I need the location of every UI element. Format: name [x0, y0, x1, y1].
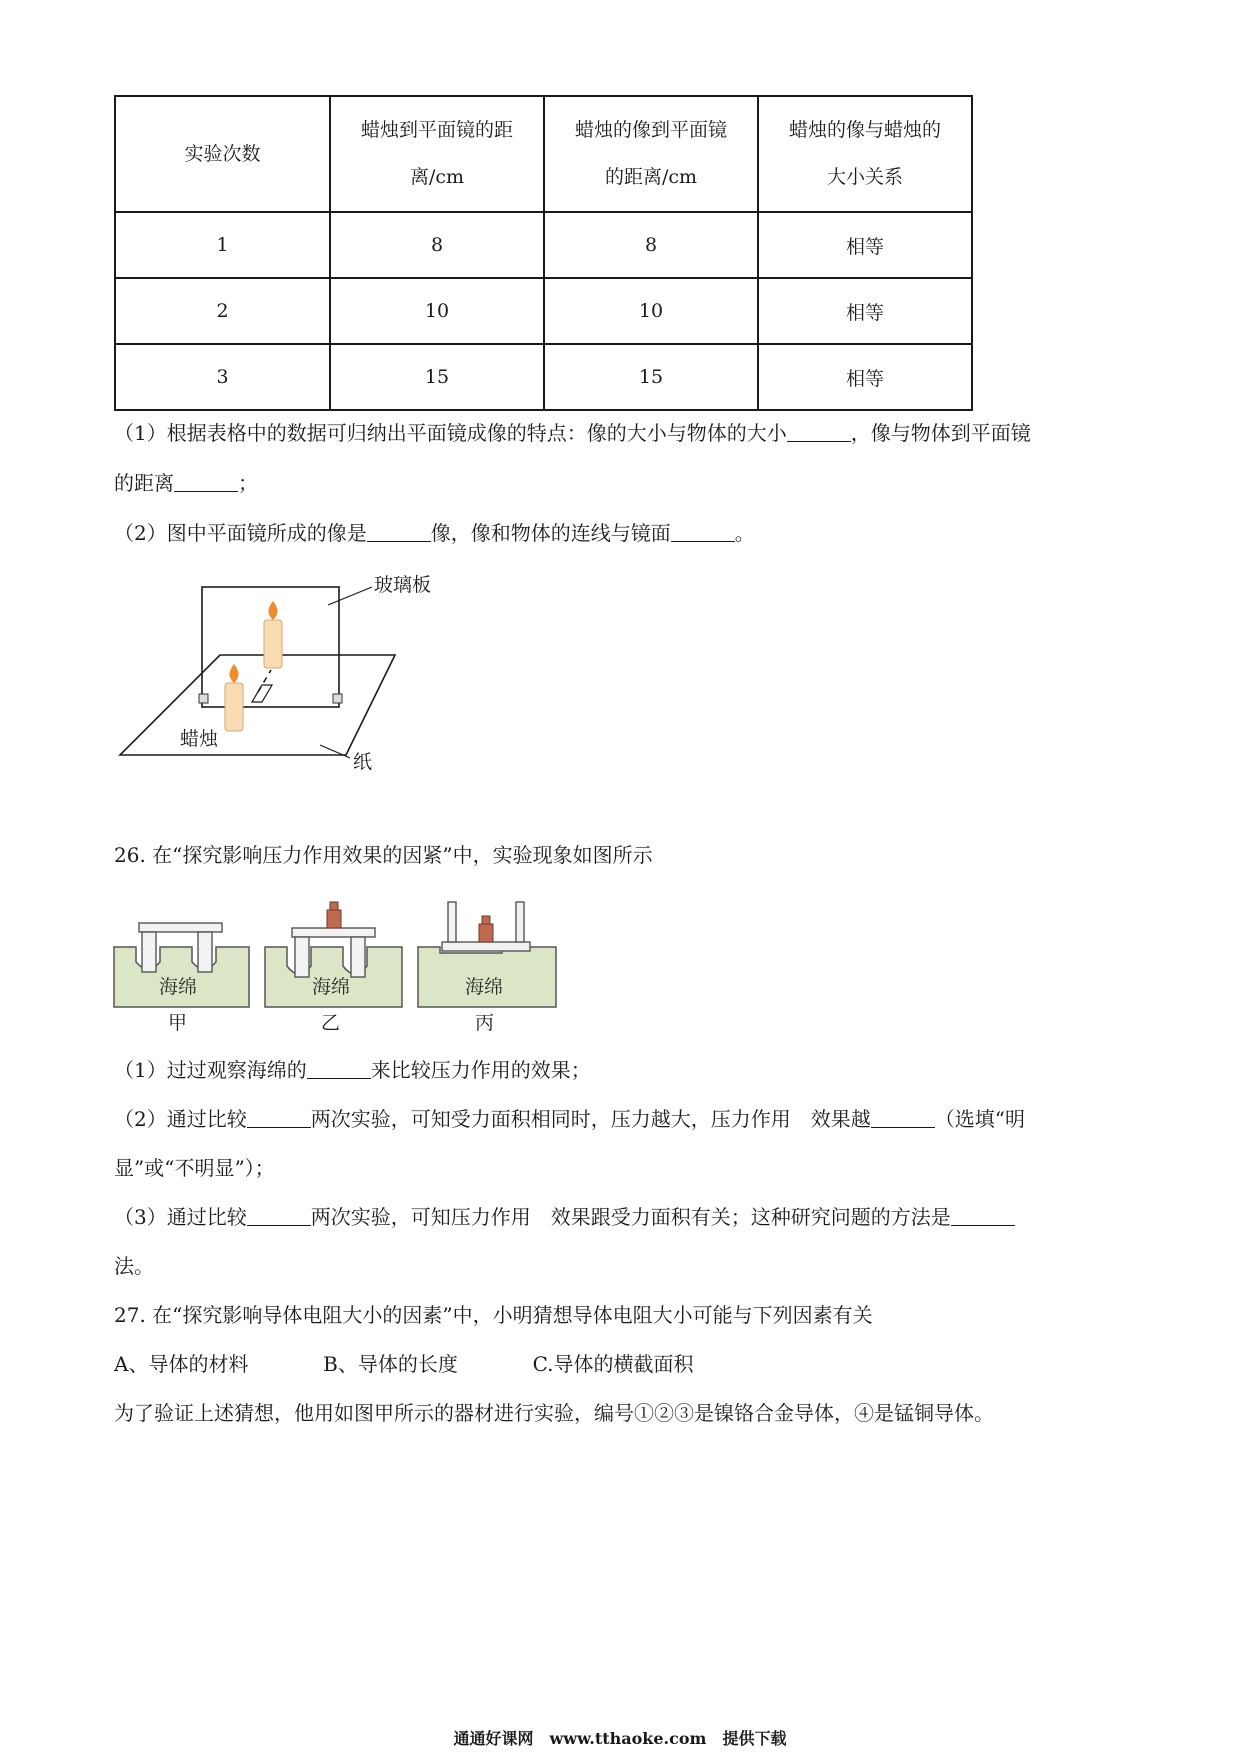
- table-row: [115, 344, 972, 410]
- q27-title: 27. 在“探究影响导体电阻大小的因素”中，小明猜想导体电阻大小可能与下列因素有关: [114, 1303, 873, 1327]
- table-row: [115, 212, 972, 278]
- q26-text: 来比较压力作用的效果；: [370, 1058, 591, 1082]
- weight-knob: [482, 916, 490, 924]
- table-top: [139, 923, 222, 932]
- marker-rect: [252, 685, 272, 702]
- table-leg: [351, 937, 365, 977]
- table-cell: 1: [115, 212, 330, 278]
- q26-text: 两次实验，可知压力作用 效果跟受力面积有关；这种研究问题的方法是: [310, 1205, 951, 1229]
- q25-text: （1）根据表格中的数据可归纳出平面镜成像的特点：像的大小与物体的大小: [114, 421, 787, 445]
- table-cell: 10: [330, 278, 544, 344]
- answer-blank[interactable]: [367, 523, 431, 542]
- header-text: 蜡烛的像与蜡烛的: [788, 119, 941, 141]
- q26-text: （2）通过比较: [114, 1107, 247, 1131]
- flame-icon: [268, 601, 277, 620]
- caption-yi: 乙: [321, 1012, 341, 1034]
- caption-jia: 甲: [168, 1012, 188, 1034]
- q26-text: 两次实验，可知受力面积相同时，压力越大，压力作用 效果越: [310, 1107, 871, 1131]
- sponge-experiment-figure: [112, 890, 562, 1040]
- table-leg: [448, 902, 456, 942]
- page-footer: 通通好课网 www.tthaoke.com 提供下载: [453, 1729, 787, 1748]
- table-header-cell: [330, 96, 544, 212]
- mirror-experiment-figure: [110, 575, 450, 775]
- q26-part3-line1: [114, 1204, 1015, 1230]
- weight-block: [327, 910, 341, 928]
- answer-blank[interactable]: [871, 1109, 935, 1128]
- table-leg: [142, 932, 156, 972]
- header-text: 大小关系: [826, 166, 903, 188]
- q25-text: 。: [734, 521, 755, 545]
- table-top: [442, 942, 530, 951]
- paper-label: 纸: [353, 751, 373, 773]
- sponge-label: 海绵: [465, 976, 504, 998]
- table-header-row: [115, 96, 972, 212]
- table-cell: 相等: [758, 344, 972, 410]
- option-b: B、导体的长度: [323, 1352, 458, 1376]
- header-text: 实验次数: [184, 142, 261, 165]
- leader-line: [328, 587, 372, 605]
- support-block: [199, 694, 208, 703]
- table-cell: 相等: [758, 212, 972, 278]
- q25-text: 像，像和物体的连线与镜面: [430, 521, 671, 545]
- table-row: [115, 278, 972, 344]
- answer-blank[interactable]: [787, 423, 851, 442]
- header-text: 的距离/cm: [604, 166, 698, 188]
- support-block: [333, 694, 342, 703]
- q27-options: [114, 1351, 694, 1377]
- table-top: [292, 928, 375, 937]
- answer-blank[interactable]: [247, 1109, 311, 1128]
- option-c: C.导体的横截面积: [532, 1352, 694, 1376]
- q25-text: （2）图中平面镜所成的像是: [114, 521, 367, 545]
- leader-line: [320, 745, 350, 758]
- table-cell: 2: [115, 278, 330, 344]
- header-text: 离/cm: [409, 166, 465, 188]
- paper-sheet: [120, 655, 395, 755]
- q25-text: 的距离: [114, 471, 174, 495]
- answer-blank[interactable]: [174, 473, 238, 492]
- sponge-setup-yi: [265, 902, 402, 1007]
- sponge-setup-jia: [114, 923, 249, 1007]
- glass-label: 玻璃板: [374, 575, 432, 596]
- answer-blank[interactable]: [951, 1207, 1015, 1226]
- q25-part2: [114, 520, 755, 546]
- q25-part1-line1: [114, 420, 1031, 446]
- caption-bing: 丙: [475, 1012, 495, 1034]
- option-a: A、导体的材料: [114, 1352, 249, 1376]
- table-cell: 10: [544, 278, 758, 344]
- experiment-table: [114, 95, 973, 411]
- q26-part2-line1: [114, 1106, 1025, 1132]
- sponge-label: 海绵: [159, 976, 198, 998]
- q26-text: （选填“明: [934, 1107, 1025, 1131]
- q27-body: 为了验证上述猜想，他用如图甲所示的器材进行实验，编号①②③是镍铬合金导体，④是锰铜导体。: [114, 1401, 994, 1425]
- weight-block: [479, 924, 493, 942]
- weight-knob: [330, 902, 338, 910]
- q26-part1: [114, 1057, 591, 1083]
- table-header-cell: [115, 96, 330, 212]
- q26-part2-line2: 显”或“不明显”）；: [114, 1156, 275, 1180]
- table-header-cell: [758, 96, 972, 212]
- candle-image: [264, 620, 282, 668]
- table-cell: 15: [544, 344, 758, 410]
- table-leg: [198, 932, 212, 972]
- sponge-label: 海绵: [312, 976, 351, 998]
- table-cell: 8: [330, 212, 544, 278]
- table-header-cell: [544, 96, 758, 212]
- q25-text: ，像与物体到平面镜: [850, 421, 1031, 445]
- flame-icon: [229, 664, 238, 683]
- answer-blank[interactable]: [307, 1060, 371, 1079]
- q25-part1-line2: [114, 470, 258, 496]
- q26-part3-line2: 法。: [114, 1254, 154, 1278]
- q26-text: （1）过过观察海绵的: [114, 1058, 307, 1082]
- table-cell: 3: [115, 344, 330, 410]
- candle: [225, 683, 243, 731]
- header-text: 蜡烛的像到平面镜: [574, 119, 727, 141]
- table-leg: [516, 902, 524, 942]
- table-cell: 15: [330, 344, 544, 410]
- q26-title: 26. 在“探究影响压力作用效果的因紧”中，实验现象如图所示: [114, 843, 653, 867]
- q25-text: ；: [238, 471, 258, 495]
- sponge-setup-bing: [418, 902, 556, 1007]
- table-cell: 8: [544, 212, 758, 278]
- header-text: 蜡烛到平面镜的距: [360, 119, 513, 141]
- table-cell: 相等: [758, 278, 972, 344]
- answer-blank[interactable]: [671, 523, 735, 542]
- candle-label: 蜡烛: [180, 728, 219, 750]
- answer-blank[interactable]: [247, 1207, 311, 1226]
- q26-text: （3）通过比较: [114, 1205, 247, 1229]
- table-leg: [295, 937, 309, 977]
